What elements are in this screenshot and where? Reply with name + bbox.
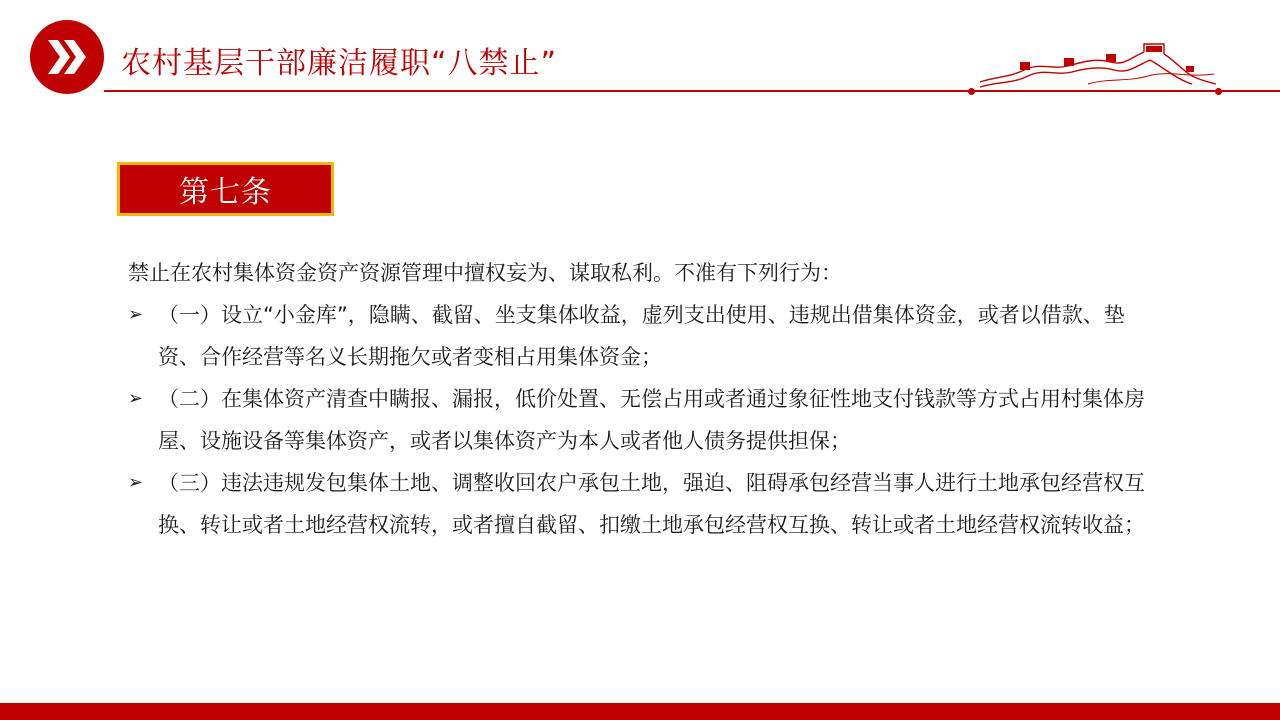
divider-dot-right	[1215, 88, 1222, 95]
article-heading-box	[117, 162, 334, 216]
arrow-bullet-icon: ➢	[128, 388, 144, 409]
divider-dot-left	[968, 88, 975, 95]
double-chevron-right-icon	[30, 20, 104, 94]
list-item	[128, 378, 1158, 462]
arrow-bullet-icon: ➢	[128, 304, 144, 325]
great-wall-icon	[978, 40, 1218, 92]
page-title: 农村基层干部廉洁履职“八禁止”	[121, 46, 558, 81]
header-divider	[104, 90, 1280, 92]
footer-bar	[0, 703, 1280, 720]
article-label: 第七条	[179, 175, 272, 210]
list-item-text: （二）在集体资产清查中瞒报、漏报，低价处置、无偿占用或者通过象征性地支付钱款等方式占用村集体房屋、设施设备等集体资产，或者以集体资产为本人或者他人债务提供担保；	[158, 387, 1145, 453]
list-item	[128, 462, 1158, 546]
list-item	[128, 294, 1158, 378]
list-item-text: （三）违法违规发包集体土地、调整收回农户承包土地，强迫、阻碍承包经营当事人进行土地承包经营权互换、转让或者土地经营权流转，或者擅自截留、扣缴土地承包经营权互换、转让或者土地经营权流转收益；	[158, 471, 1145, 537]
logo-circle	[30, 20, 104, 94]
article-content	[128, 252, 1158, 546]
arrow-bullet-icon: ➢	[128, 472, 144, 493]
list-item-text: （一）设立“小金库”，隐瞒、截留、坐支集体收益，虚列支出使用、违规出借集体资金，或者以借款、垫资、合作经营等名义长期拖欠或者变相占用集体资金；	[158, 303, 1125, 369]
intro-text: 禁止在农村集体资金资产资源管理中擅权妄为、谋取私利。不准有下列行为：	[128, 261, 842, 285]
